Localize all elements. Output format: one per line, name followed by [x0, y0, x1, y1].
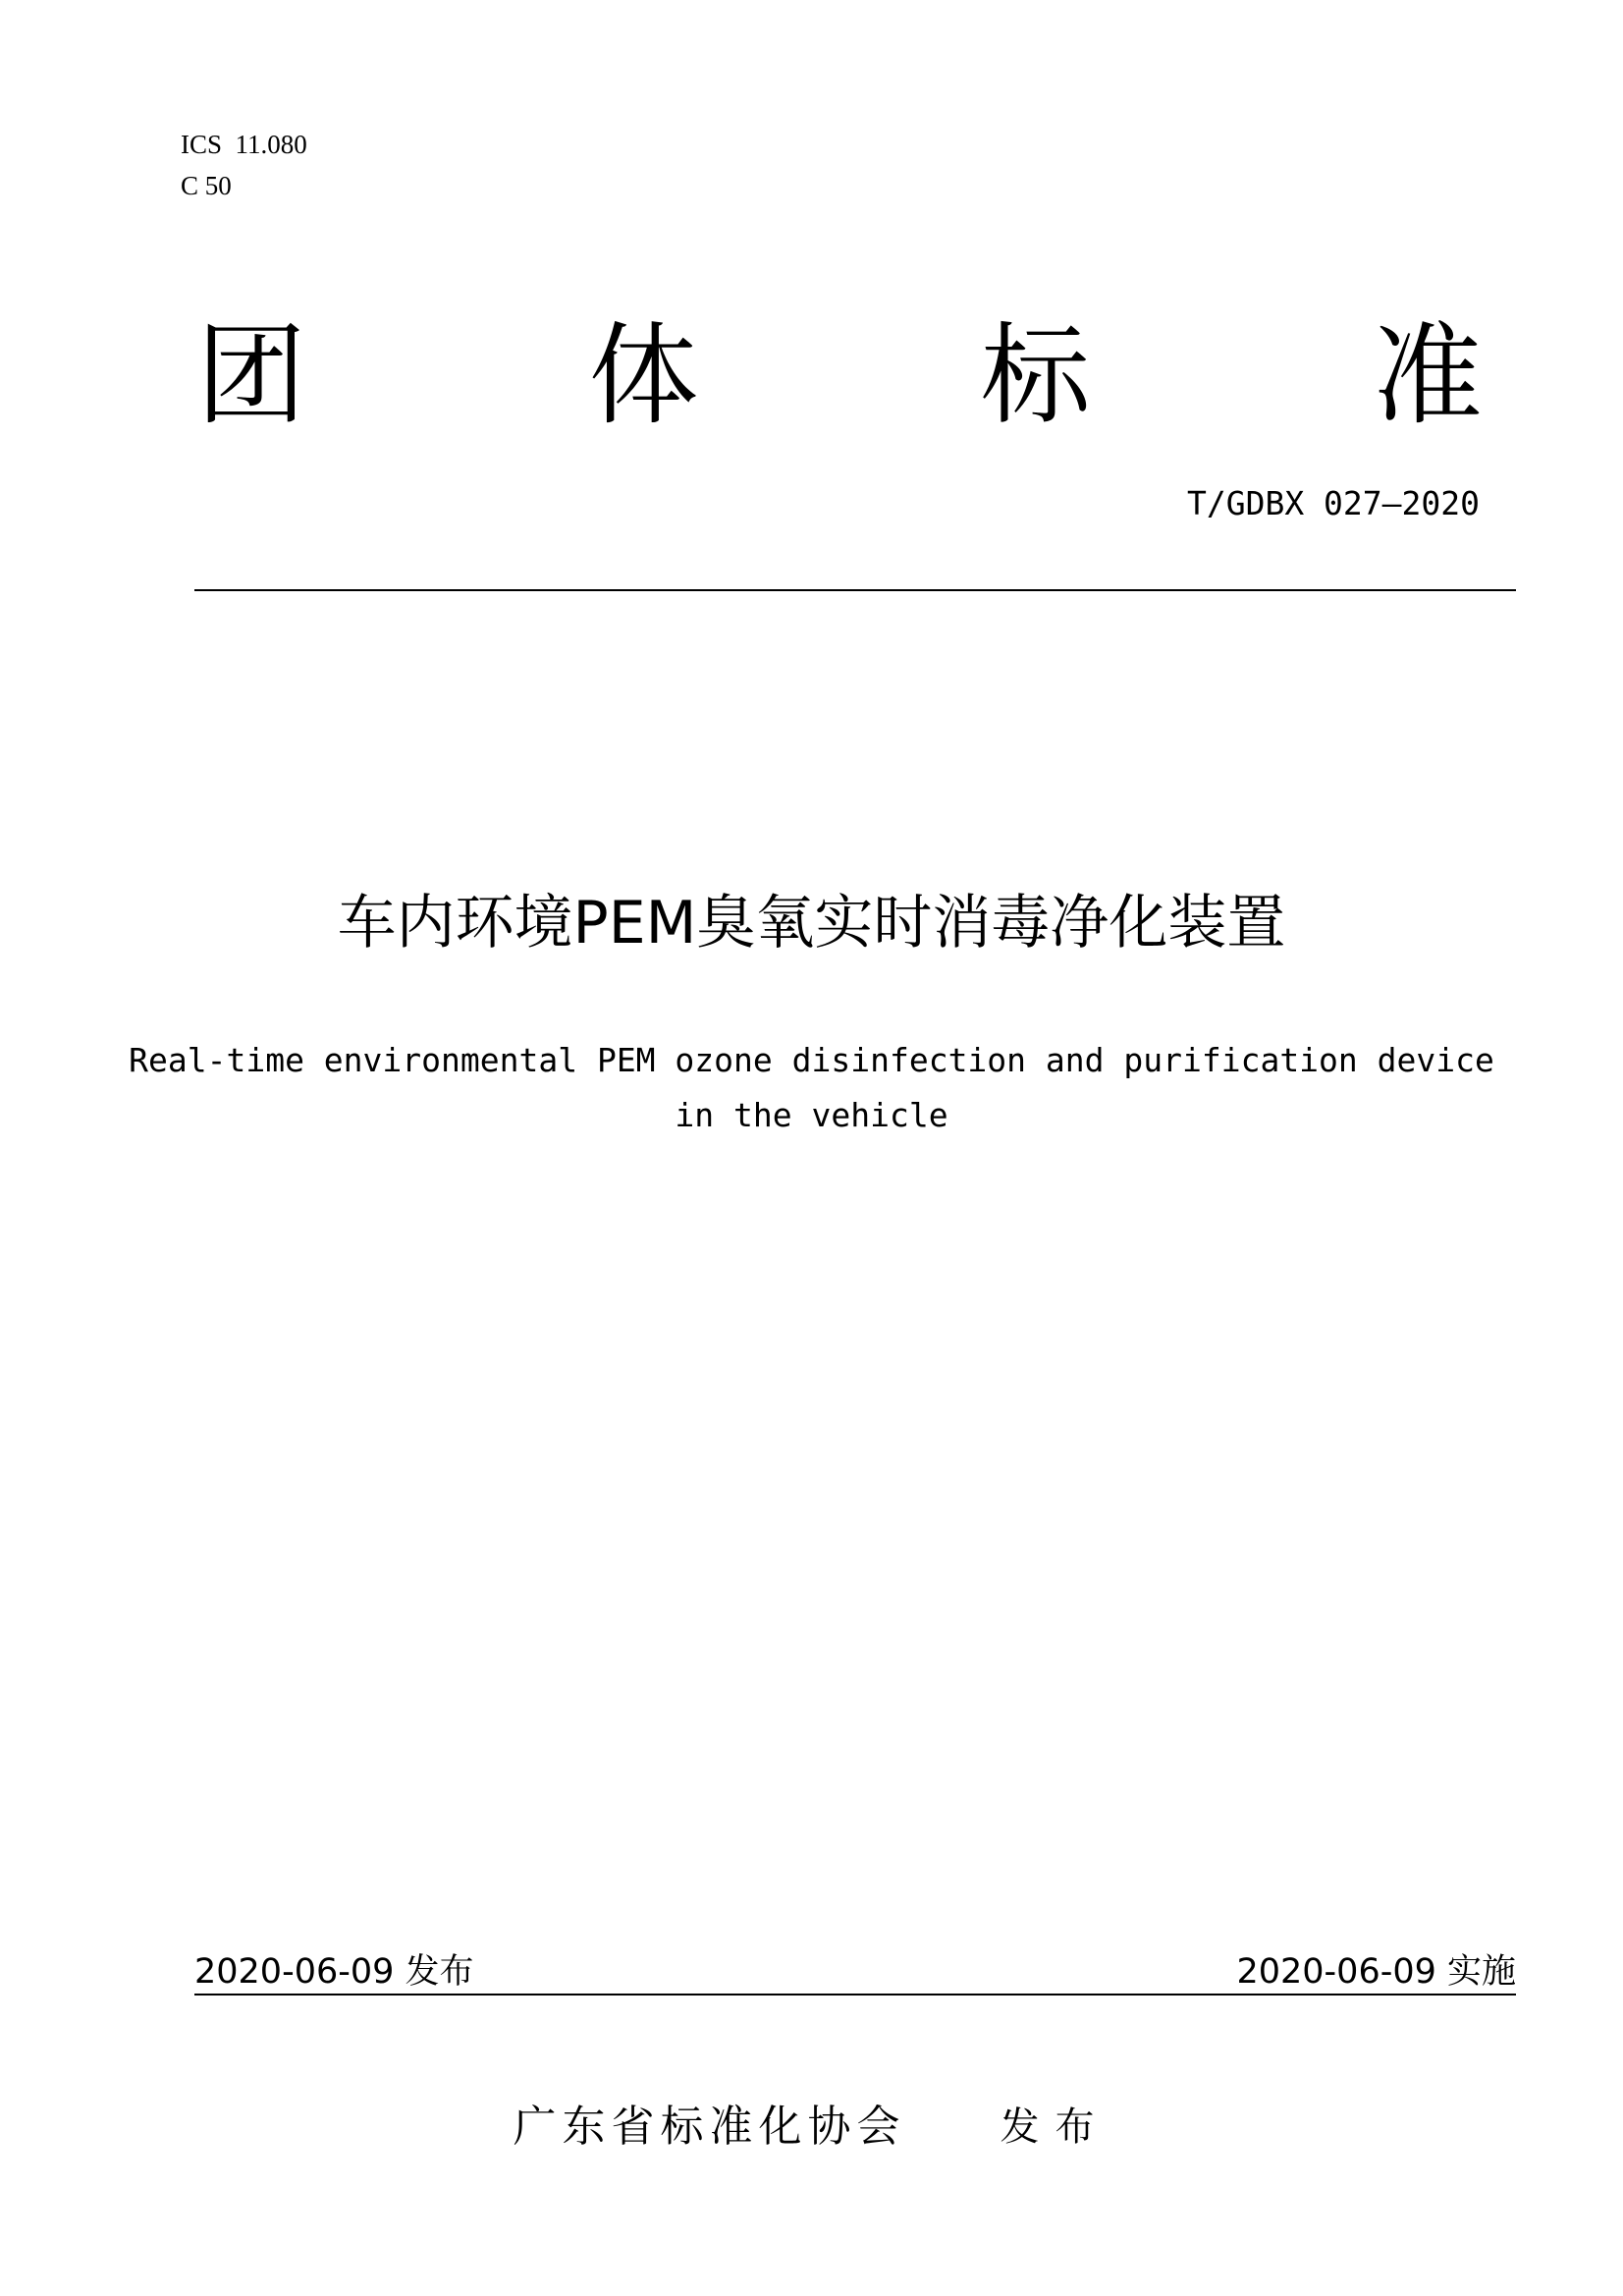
header-divider: [194, 589, 1516, 591]
classification-codes: [181, 124, 307, 206]
footer-divider: [194, 1994, 1516, 1995]
document-type-char: 准: [1372, 312, 1483, 440]
title-english-line1: Real-time environmental PEM ozone disinfection and purification device: [129, 1041, 1494, 1079]
title-english-line2: in the vehicle: [675, 1096, 948, 1134]
publish-date: 2020-06-09 发布: [194, 1952, 474, 1992]
document-type-heading: [196, 312, 1483, 440]
implement-date: 2020-06-09 实施: [1236, 1952, 1516, 1992]
title-chinese: 车内环境PEM臭氧实时消毒净化装置: [337, 889, 1286, 957]
title-english: [0, 1033, 1623, 1143]
publisher-action: 发布: [1000, 2105, 1110, 2150]
ics-code: ICS 11.080: [181, 130, 307, 159]
standard-number: T/GDBX 027—2020: [1186, 484, 1480, 522]
publisher-line: [0, 2098, 1623, 2157]
ccs-code: C 50: [181, 171, 232, 200]
publisher-organization: 广东省标准化协会: [513, 2102, 906, 2152]
document-type-char: 标: [980, 312, 1091, 440]
document-type-char: 团: [196, 312, 306, 440]
document-type-char: 体: [588, 312, 699, 440]
